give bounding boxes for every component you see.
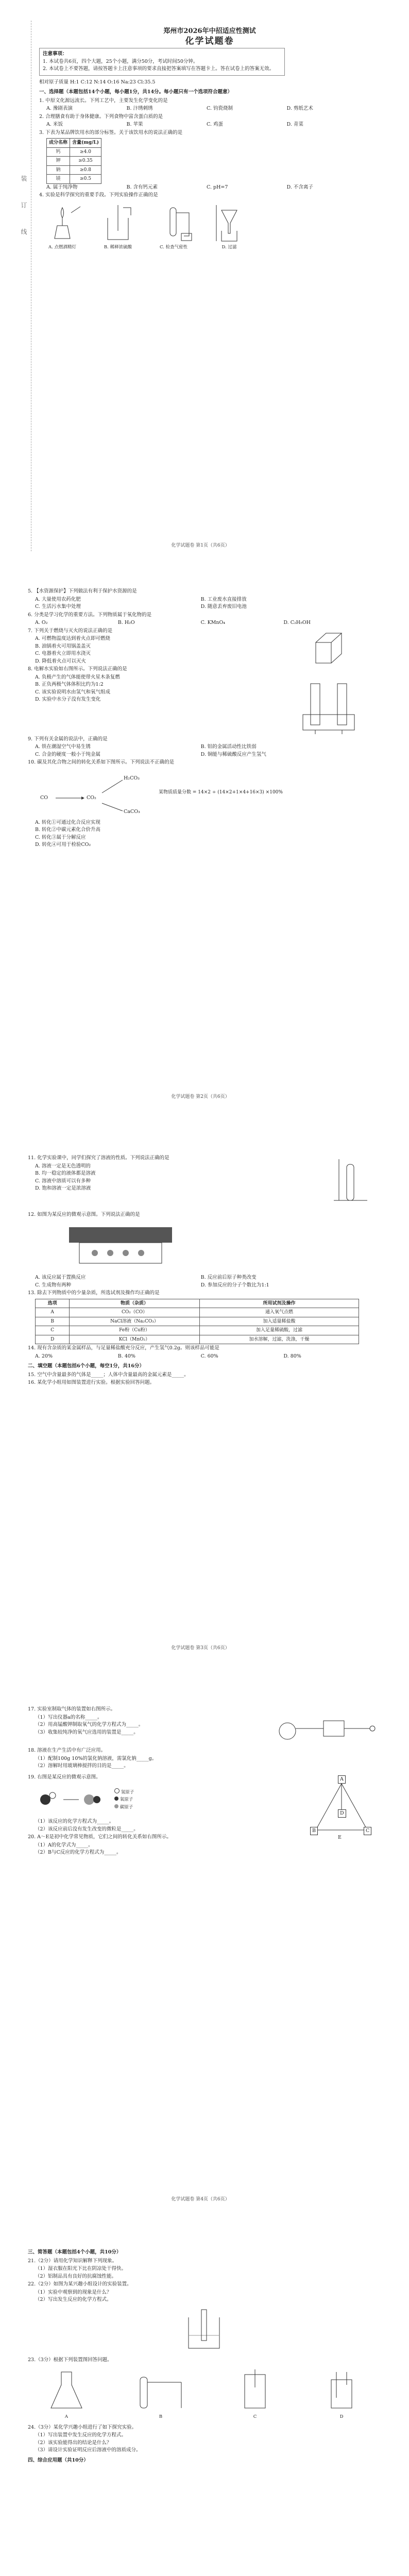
node-b: B <box>310 1827 318 1836</box>
collector-icon <box>232 2367 278 2413</box>
table-cell: 钠 <box>47 165 70 175</box>
option: D. 不含离子 <box>286 184 313 190</box>
exam-header: 郑州市2026年中招适应性测试 <box>163 27 256 35</box>
question-4: 4. 实验是科学探究的重要手段。下列实验操作正确的是 <box>39 192 158 198</box>
notice-line: 1. 本试卷共6页，四个大题，25个小题，满分50分，考试时间50分钟。 <box>43 58 198 64</box>
option: C. 转化③属于分解反应 <box>35 834 86 840</box>
question-10: 10. 碳及其化合物之间的转化关系如下图所示。下列说法不正确的是 <box>28 759 175 765</box>
q23-figures <box>28 2367 380 2421</box>
figure-a <box>39 202 86 251</box>
question-6: 6. 分类是学习化学的重要方法。下列物质属于氧化物的是 <box>28 612 152 618</box>
page-4 <box>18 1674 383 2205</box>
option: A. 铁在潮湿空气中易生锈 <box>35 744 91 750</box>
answer-line: （1）实验中观察到的现象是什么？ <box>35 2289 112 2295</box>
question-16: 16. 某化学小组用如图装置进行实验。根据实验回答问题。 <box>28 1380 155 1385</box>
beaker-diagram-icon <box>178 2307 230 2353</box>
option: C. 钧瓷烧制 <box>207 106 233 111</box>
electrolysis-apparatus-icon <box>298 679 360 735</box>
table-header: 选项 <box>36 1299 70 1308</box>
flask-icon <box>43 2367 90 2413</box>
table-cell: KCl（MnO₂） <box>70 1335 199 1344</box>
figure-label: C. 检查气密性 <box>159 244 188 250</box>
figure-label: A. 点燃酒精灯 <box>48 244 77 250</box>
table-cell: NaCl溶液（Na₂CO₃） <box>70 1317 199 1326</box>
figure-b <box>95 202 141 251</box>
section-3-title: 三、简答题（本题包括4个小题，共10分） <box>28 2249 122 2255</box>
page-footer: 化学试题卷 第3页（共6页） <box>171 1646 230 1651</box>
section-1-title: 一、选择题（本题包括14个小题，每小题1分，共14分。每小题只有一个选项符合题意） <box>39 89 233 95</box>
figure-d <box>206 202 252 251</box>
option: D. 实验中水分子没有发生变化 <box>35 697 101 702</box>
figure-label: D. 过滤 <box>221 244 237 250</box>
option: A. 20% <box>35 1353 53 1359</box>
option: B. 苹果 <box>126 122 143 127</box>
table-cell: 钙 <box>47 147 70 157</box>
question-18: 18. 溶液在生产生活中有广泛应用。 <box>28 1748 106 1753</box>
option: D. 80% <box>283 1353 301 1359</box>
q12-figure <box>59 1222 380 1272</box>
option: A. 米饭 <box>46 122 63 127</box>
question-17: 17. 实验室制取气体的装置如右图所示。 <box>28 1706 116 1712</box>
option: B. 正负两极气体体积比约为1:2 <box>35 682 104 687</box>
table-cell: Fe粉（Cu粉） <box>70 1326 199 1335</box>
table-header: 所用试剂及操作 <box>199 1299 359 1308</box>
question-8: 8. 电解水实验如右图所示。下列说法正确的是 <box>28 666 127 672</box>
option: B. 反应前后原子种类改变 <box>200 1275 257 1280</box>
option: D. 转化④可用于检验CO₂ <box>35 842 91 848</box>
binding-text: 装 订 线 <box>20 175 27 244</box>
notice-line: 2. 本试卷上不要答题，请按答题卡上注意事项的要求直接把答案填写在答题卡上。答在试卷上的答案无效。 <box>43 66 275 72</box>
answer-line: （1）写出仪器a的名称_____。 <box>35 1714 103 1720</box>
table-cell: D <box>36 1335 70 1344</box>
page-2 <box>18 572 383 1103</box>
node-e: E <box>338 1834 342 1840</box>
page-1 <box>18 21 383 551</box>
option: D. 青菜 <box>286 122 303 127</box>
page-footer: 化学试题卷 第1页（共6页） <box>171 543 230 548</box>
table-cell: 通入氧气点燃 <box>199 1308 359 1317</box>
option: D. 剪纸艺术 <box>286 106 313 111</box>
option: B. 工业废水直接排放 <box>200 596 247 602</box>
option: D. 降低着火点可以灭火 <box>35 658 86 664</box>
q3-table <box>46 138 101 184</box>
table-header: 成分名称 <box>47 139 70 148</box>
option: B. 汴绣刺绣 <box>126 106 153 111</box>
answer-line: （1）湿衣服在阳光下比在阴凉处干得快。 <box>35 2266 127 2272</box>
option: D. C₂H₅OH <box>283 620 311 625</box>
question-13: 13. 除去下列物质中的少量杂质，所选试剂及操作均正确的是 <box>28 1290 160 1296</box>
option: C. 该实验说明水由氢气和氧气组成 <box>35 689 110 695</box>
question-11: 11. 化学实验课中，同学们探究了溶液的性质。下列说法正确的是 <box>28 1155 169 1161</box>
figure-label: A <box>64 2414 69 2419</box>
table-cell: 加水溶解，过滤，洗涤，干燥 <box>199 1335 359 1344</box>
option: C. KMnO₄ <box>200 620 226 625</box>
option: A. 负极产生的气体能使带火星木条复燃 <box>35 674 120 680</box>
answer-line: （1）该反应的化学方程式为_____。 <box>35 1819 114 1824</box>
table-cell: B <box>36 1317 70 1326</box>
option: A. O₂ <box>35 620 48 625</box>
table-cell: CO₂（CO） <box>70 1308 199 1317</box>
question-19: 19. 右图是某反应的微观示意图。 <box>28 1774 101 1780</box>
table-cell: ≥0.35 <box>70 157 101 166</box>
binding-sidebar <box>18 21 33 551</box>
option: D. 随意丢弃废旧电池 <box>200 604 247 609</box>
beaker-icon <box>95 202 141 244</box>
answer-line: （2）该实验能得出的结论是什么？ <box>35 2439 112 2446</box>
node-caco3: CaCO₃ <box>124 808 140 815</box>
legend-label: 氢原子 <box>121 1789 134 1795</box>
table-cell: ≥4.0 <box>70 147 101 157</box>
option: A. 大量使用农药化肥 <box>35 596 81 602</box>
figure-label: D <box>339 2414 344 2419</box>
option: C. 合金的硬度一般小于纯金属 <box>35 751 100 757</box>
option: C. 生活污水集中处理 <box>35 604 81 609</box>
answer-line: （3）请设计实验证明反应后溶液中的溶质成分。 <box>35 2447 141 2453</box>
node-co2: CO₂ <box>87 794 96 801</box>
option: D. 饱和溶液一定是浓溶液 <box>35 1185 91 1191</box>
section-4-title: 四、综合应用题（共10分） <box>28 2457 89 2463</box>
test-tube-icon <box>150 202 197 244</box>
table-cell: 钾 <box>47 157 70 166</box>
node-c: C <box>364 1827 371 1836</box>
option: B. 油锅着火可用锅盖盖灭 <box>35 643 91 649</box>
question-20: 20. A～E是初中化学常见物质，它们之间的转化关系如右图所示。 <box>28 1834 172 1840</box>
atomic-mass: 相对原子质量 H:1 C:12 N:14 O:16 Na:23 Cl:35.5 <box>39 79 156 85</box>
page-footer: 化学试题卷 第4页（共6页） <box>171 2197 230 2202</box>
option: B. 40% <box>117 1353 135 1359</box>
page-5 <box>18 2226 383 2576</box>
answer-line: （3）收集较纯净的氧气应选用的装置是_____。 <box>35 1729 139 1735</box>
table-header: 物质（杂质） <box>70 1299 199 1308</box>
node-h2co3: H₂CO₃ <box>124 775 140 781</box>
q13-table <box>35 1299 359 1345</box>
answer-line: （1）写出装置中发生反应的化学方程式。 <box>35 2432 127 2438</box>
relation-triangle <box>303 1773 380 1845</box>
table-cell: ≥0.5 <box>70 175 101 184</box>
molecule-diagram-icon <box>35 1784 107 1815</box>
legend-label: 碳原子 <box>120 1804 133 1810</box>
option: B. 均一稳定的液体都是溶液 <box>35 1171 96 1176</box>
gas-apparatus-icon <box>267 1705 380 1747</box>
hydrogen-atom-icon <box>114 1788 120 1793</box>
apparatus-icon <box>323 1154 380 1211</box>
exam-title: 化学试题卷 <box>185 36 234 46</box>
question-3: 3. 下表为某品牌饮用水的部分标签。关于该饮用水的说法正确的是 <box>39 129 183 135</box>
node-co: CO <box>40 794 48 801</box>
formula: = 14×2 ÷ (14×2+1×4+16×3) ×100% <box>192 790 283 795</box>
option: B. H₂O <box>117 620 135 625</box>
q19-figure <box>35 1784 293 1815</box>
formula-label: 某物质质量分数 <box>159 790 192 795</box>
option: C. 溶液中溶质可以有多种 <box>35 1178 91 1184</box>
question-1: 1. 中原文化源远流长。下列工艺中，主要发生化学变化的是 <box>39 97 168 104</box>
question-22: 22.（2分）如图为某兴趣小组设计的实验装置。 <box>28 2281 132 2287</box>
answer-line: （1）A的化学式为_____。 <box>35 1842 93 1848</box>
option: A. 溶液一定是无色透明的 <box>35 1163 91 1169</box>
option: A. 转化①可通过化合反应实现 <box>35 819 100 825</box>
table-cell: 镁 <box>47 175 70 184</box>
question-9: 9. 下列有关金属的说法中，正确的是 <box>28 736 108 742</box>
figure-label: B. 稀释浓硫酸 <box>104 244 132 250</box>
option: B. 含有钙元素 <box>126 184 158 190</box>
table-cell: ≥0.8 <box>70 165 101 175</box>
carbon-cycle-diagram <box>35 770 148 816</box>
node-d: D <box>338 1809 346 1818</box>
reaction-vessel-icon <box>59 1222 182 1268</box>
table-cell: 加入足量稀硫酸，过滤 <box>199 1326 359 1335</box>
question-12: 12. 如图为某反应的微观示意图。下列说法正确的是 <box>28 1212 140 1217</box>
answer-line: （2）该反应前后没有发生改变的微粒是_____。 <box>35 1826 139 1832</box>
question-15: 15. 空气中含量最多的气体是_____；人体中含量最高的金属元素是_____。 <box>28 1371 189 1378</box>
figure-c <box>150 202 197 251</box>
node-a: A <box>338 1775 346 1784</box>
option: D. 参加反应的分子个数比为1:1 <box>200 1282 269 1288</box>
answer-line: （2）用高锰酸钾制取氧气的化学方程式为_____。 <box>35 1722 144 1727</box>
figure-c <box>232 2367 278 2421</box>
notice-label: 注意事项： <box>43 51 67 57</box>
option: A. 可燃物温度达到着火点即可燃烧 <box>35 636 110 641</box>
answer-line: （2）写出发生反应的化学方程式。 <box>35 2297 112 2302</box>
table-cell: C <box>36 1326 70 1335</box>
answer-line: （2）溶解时用玻璃棒搅拌的目的是_____。 <box>35 1763 129 1769</box>
option: D. 铜能与稀硫酸反应产生氢气 <box>200 751 266 757</box>
figure-label: B <box>159 2414 163 2419</box>
question-7: 7. 下列关于燃烧与灭火的说法正确的是 <box>28 628 113 634</box>
cube-icon <box>308 627 349 668</box>
option: B. 铝的金属活动性比铁弱 <box>200 744 257 750</box>
answer-line: （2）铝制品具有良好的抗腐蚀性能。 <box>35 2273 117 2279</box>
option: A. 豫剧表演 <box>46 106 73 111</box>
table-cell: 加入适量稀盐酸 <box>199 1317 359 1326</box>
option: B. 转化②中碳元素化合价升高 <box>35 827 101 833</box>
question-2: 2. 合理膳食有助于身体健康。下列食物中富含蛋白质的是 <box>39 113 163 120</box>
option: A. 属于纯净物 <box>46 184 78 190</box>
table-cell: A <box>36 1308 70 1317</box>
answer-line: （1）配制100g 10%的氯化钠溶液，需氯化钠_____g。 <box>35 1755 157 1761</box>
option: C. 60% <box>200 1353 218 1359</box>
question-21: 21.（2分）请用化学知识解释下列现象。 <box>28 2258 117 2264</box>
page-3 <box>18 1123 383 1654</box>
figure-label: C <box>253 2414 257 2419</box>
option: C. 鸡蛋 <box>207 122 224 127</box>
carbon-atom-icon <box>114 1804 118 1808</box>
figure-a <box>43 2367 90 2421</box>
question-14: 14. 现有含杂质的某金属样品，与足量稀盐酸充分反应，产生氢气0.2g。则该样品可能是 <box>28 1345 219 1351</box>
q4-figures <box>39 202 380 251</box>
filter-funnel-icon <box>206 202 252 244</box>
page-footer: 化学试题卷 第2页（共6页） <box>171 1094 230 1099</box>
bottle-icon <box>318 2367 365 2413</box>
option: A. 该反应属于置换反应 <box>35 1275 86 1280</box>
tube-setup-icon <box>130 2367 192 2413</box>
question-23: 23.（3分）根据下列装置图回答问题。 <box>28 2357 112 2363</box>
option: C. 生成物有两种 <box>35 1282 71 1288</box>
section-2-title: 二、填空题（本题包括6个小题，每空1分，共16分） <box>28 1363 144 1369</box>
figure-b <box>130 2367 192 2421</box>
option: C. pH=7 <box>207 184 228 190</box>
question-5: 5. 【水资源保护】下列做法有利于保护水资源的是 <box>28 588 137 594</box>
legend-label: 氧原子 <box>120 1797 133 1803</box>
alcohol-lamp-icon <box>39 202 86 244</box>
option: C. 电器着火立即用水浇灭 <box>35 651 91 656</box>
table-header: 含量(mg/L) <box>70 139 101 148</box>
notice-box <box>39 48 285 76</box>
oxygen-atom-icon <box>114 1797 118 1801</box>
figure-d <box>318 2367 365 2421</box>
answer-line: （2）B与C反应的化学方程式为_____。 <box>35 1850 122 1855</box>
question-24: 24.（3分）某化学兴趣小组进行了如下探究实验。 <box>28 2424 137 2430</box>
